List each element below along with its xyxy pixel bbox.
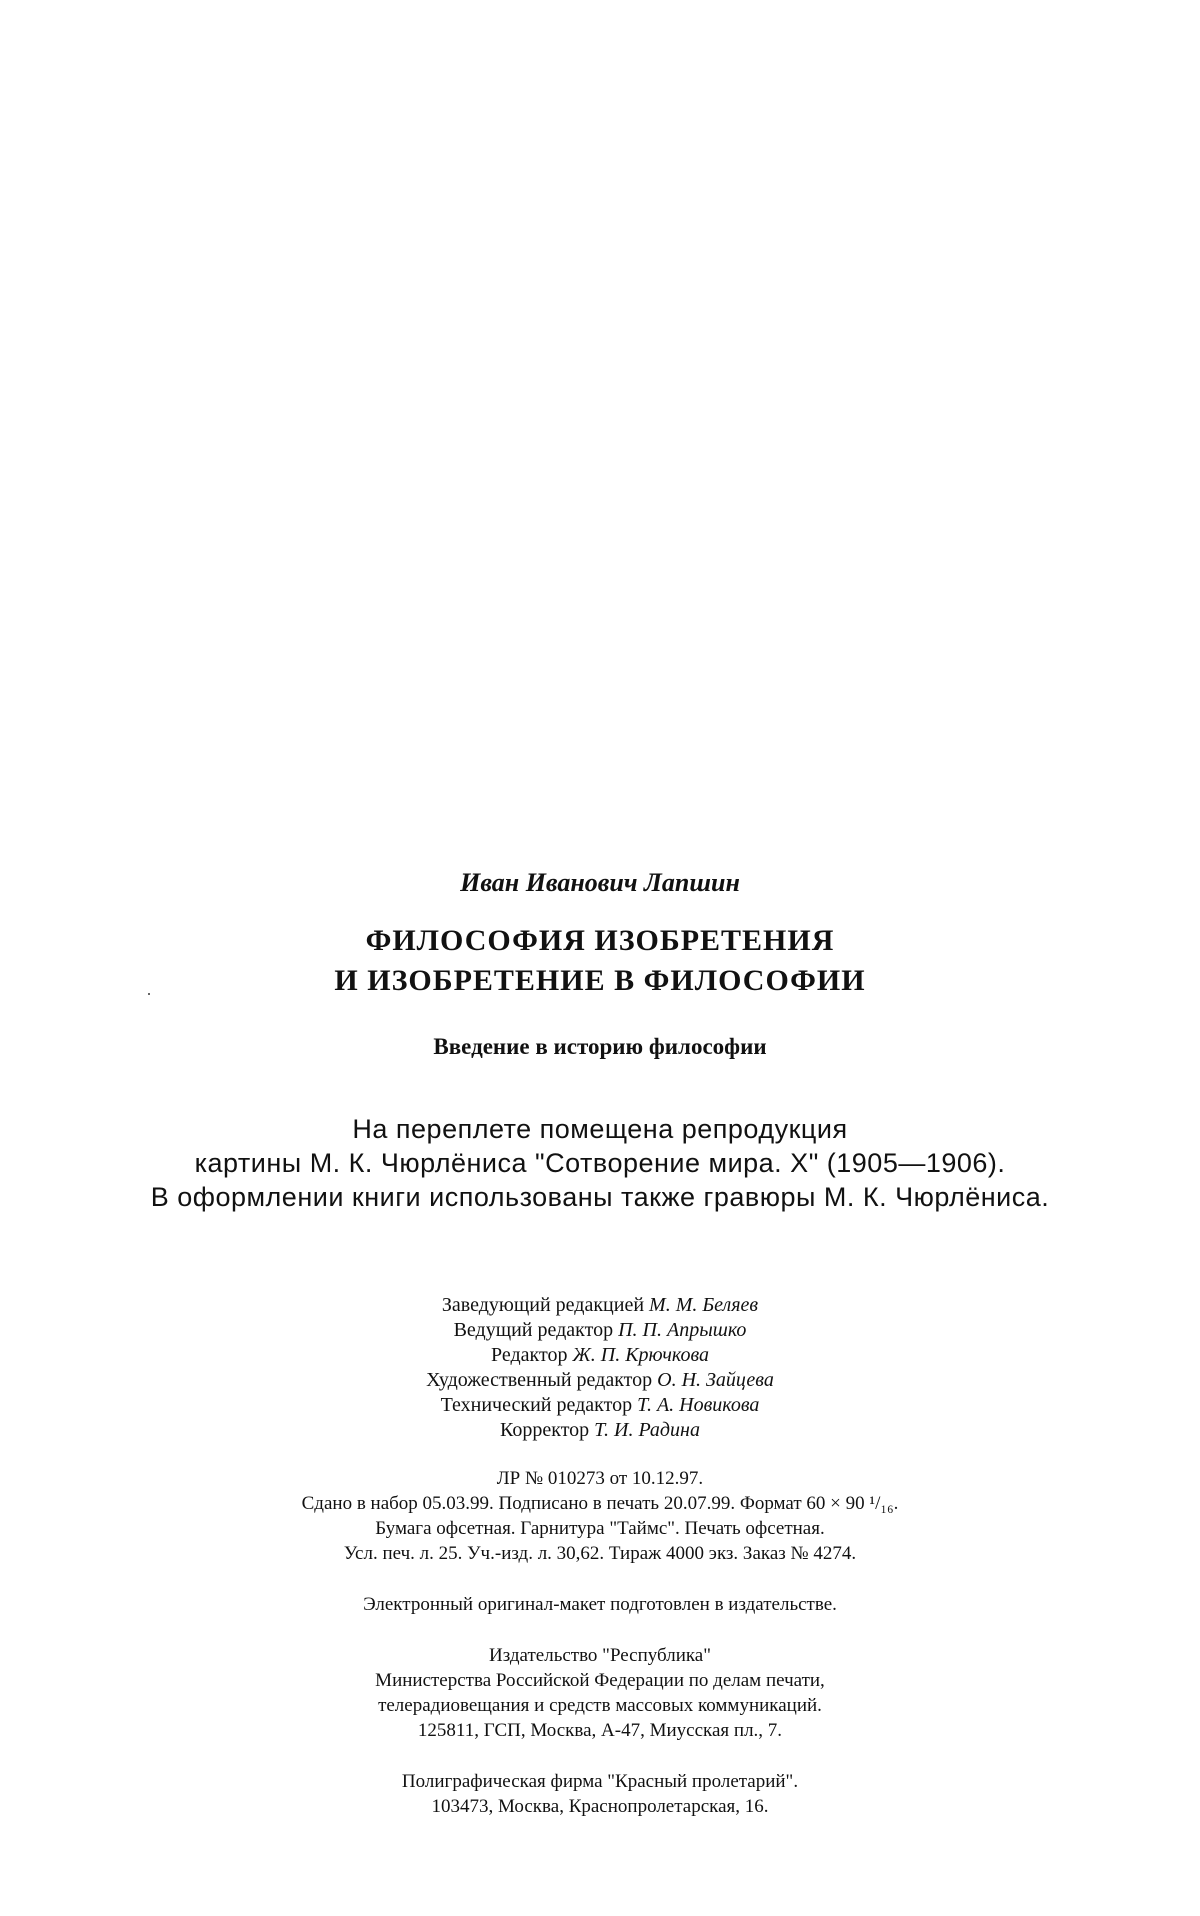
electronic-layout-note: Электронный оригинал-макет подготовлен в издательстве. [363, 1594, 837, 1615]
credit-person: Ж. П. Крючкова [572, 1344, 710, 1366]
book-title-line-2: И ИЗОБРЕТЕНИЕ В ФИЛОСОФИИ [334, 964, 866, 997]
printer-address: 103473, Москва, Краснопролетарская, 16. [431, 1796, 769, 1817]
imprint-license: ЛР № 010273 от 10.12.97. [496, 1468, 704, 1489]
credit-line [0, 1394, 1200, 1417]
credit-role: Редактор [490, 1344, 568, 1366]
credit-role: Заведующий редакцией [441, 1294, 645, 1316]
credit-person: О. Н. Зайцева [657, 1369, 774, 1391]
credit-role: Технический редактор [440, 1394, 633, 1416]
credit-person: Т. И. Радина [594, 1419, 700, 1441]
imprint-print-run: Усл. печ. л. 25. Уч.-изд. л. 30,62. Тираж 4000 экз. Заказ № 4274. [343, 1543, 857, 1564]
credit-role: Ведущий редактор [453, 1319, 614, 1341]
credit-line [0, 1369, 1200, 1392]
cover-note-line-3: В оформлении книги использованы также гравюры М. К. Чюрлёниса. [150, 1182, 1050, 1212]
publisher-ministry-line-2: телерадиовещания и средств массовых коммуникаций. [378, 1695, 822, 1716]
credit-line [0, 1344, 1200, 1367]
publisher-ministry-line-1: Министерства Российской Федерации по делам печати, [375, 1670, 825, 1691]
book-subtitle: Введение в историю философии [433, 1034, 767, 1059]
book-title-line-1: ФИЛОСОФИЯ ИЗОБРЕТЕНИЯ [365, 924, 835, 957]
imprint-paper-typeface: Бумага офсетная. Гарнитура "Таймс". Печать офсетная. [375, 1518, 825, 1539]
publisher-name: Издательство "Республика" [488, 1645, 711, 1666]
author-name: Иван Иванович Лапшин [460, 868, 740, 897]
publisher-address: 125811, ГСП, Москва, А-47, Миусская пл., 7. [417, 1720, 783, 1741]
credit-role: Художественный редактор [426, 1369, 653, 1391]
credit-line [0, 1419, 1200, 1442]
credit-role: Корректор [500, 1419, 590, 1441]
printer-name: Полиграфическая фирма "Красный пролетарий". [401, 1771, 799, 1792]
cover-note-line-2: картины М. К. Чюрлёниса "Сотворение мира. X" (1905—1906). [194, 1148, 1006, 1178]
cover-note-line-1: На переплете помещена репродукция [352, 1114, 848, 1144]
credit-person: Т. А. Новикова [637, 1394, 760, 1416]
credit-line [0, 1319, 1200, 1342]
credit-line [0, 1294, 1200, 1317]
imprint-dates-format: Сдано в набор 05.03.99. Подписано в печать 20.07.99. Формат 60 × 90 ¹/₁₆. [301, 1493, 899, 1514]
credit-person: П. П. Апрышко [618, 1319, 747, 1341]
credit-person: М. М. Беляев [649, 1294, 759, 1316]
